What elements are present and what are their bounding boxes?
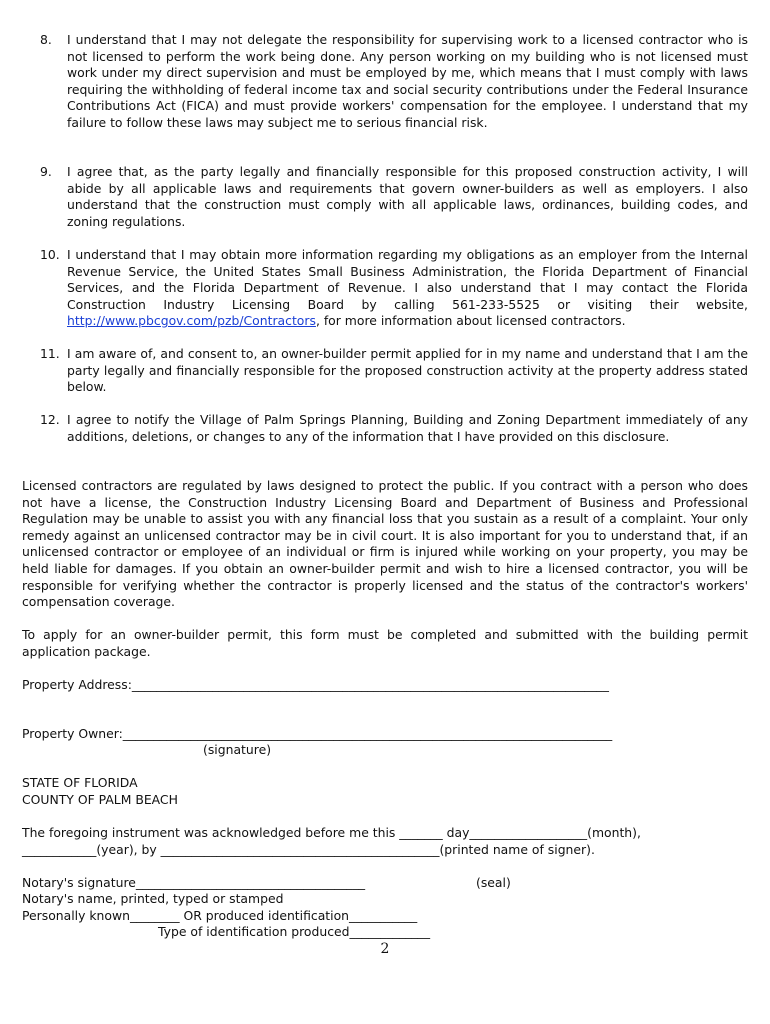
property-owner-field[interactable]: Property Owner:_______________________________________________________________________________ [22, 726, 613, 741]
item-text: I am aware of, and consent to, an owner-builder permit applied for in my name and understand that I am the party legally and financially responsible for the proposed construction activity at the property address stated below. [67, 346, 748, 395]
list-item-10 [22, 247, 748, 330]
item-text: I agree to notify the Village of Palm Springs Planning, Building and Zoning Department immediately of any additions, deletions, or changes to any of the information that I have provided on this disclosure. [67, 412, 748, 444]
list-item-12 [22, 412, 748, 445]
acknowledgement-line-2[interactable]: ____________(year), by _____________________________________________(printed name of signer). [22, 842, 595, 857]
item-number: 8. [40, 32, 52, 47]
county-label: COUNTY OF PALM BEACH [22, 792, 178, 807]
list-item-9 [22, 164, 748, 230]
page-number: 2 [380, 941, 390, 957]
item-text: I agree that, as the party legally and financially responsible for this proposed construction activity, I will abide by all applicable laws and requirements that govern owner-builders as well as employers. I also understand that the construction must comply with all applicable laws, ordinances, building codes, and zoning regulations. [67, 164, 748, 229]
signature-caption: (signature) [203, 742, 272, 757]
apply-instructions-paragraph: To apply for an owner-builder permit, this form must be completed and submitted with the building permit application package. [22, 627, 748, 659]
licensed-contractors-paragraph: Licensed contractors are regulated by laws designed to protect the public. If you contract with a person who does not have a license, the Construction Industry Licensing Board and Department of Business and Professional Regulation may be unable to assist you with any financial loss that you sustain as a result of a complaint. Your only remedy against an unlicensed contractor may be in civil court. It is also important for you to understand that, if an unlicensed contractor or employee of an individual or firm is injured while working on your property, you may be held liable for damages. If you obtain an owner-builder permit and wish to hire a licensed contractor, you will be responsible for verifying whether the contractor is properly licensed and the status of the contractor's workers' compensation coverage. [22, 478, 748, 610]
personally-known-field[interactable]: Personally known________ OR produced identification___________ [22, 908, 418, 923]
item-text-part: , for more information about licensed contractors. [315, 313, 626, 329]
item-number: 11. [40, 346, 60, 361]
notary-name-label: Notary's name, printed, typed or stamped [22, 891, 284, 906]
seal-label: (seal) [476, 875, 511, 890]
acknowledgement-line-1[interactable]: The foregoing instrument was acknowledged before me this _______ day___________________(month), [22, 825, 641, 840]
property-address-field[interactable]: Property Address:_____________________________________________________________________________ [22, 677, 609, 692]
item-text: I understand that I may not delegate the responsibility for supervising work to a licensed contractor who is not licensed to perform the work being done. Any person working on my building who is not licensed must work under my direct supervision and must be employed by me, which means that I must comply with laws requiring the withholding of federal income tax and social security contributions under the Federal Insurance Contributions Act (FICA) and must provide workers' compensation for the employee. I understand that my failure to follow these laws may subject me to serious financial risk. [67, 32, 748, 130]
notary-signature-field[interactable]: Notary's signature_____________________________________ [22, 875, 366, 890]
state-label: STATE OF FLORIDA [22, 775, 138, 790]
item-number: 9. [40, 164, 52, 179]
item-text [67, 247, 748, 330]
item-text-part: I understand that I may obtain more information regarding my obligations as an employer from the Internal Revenue Service, the United States Small Business Administration, the Florida Department of Financial Services, and the Florida Department of Revenue. I also understand that I may contact the Florida Construction Industry Licensing Board by calling 561-233-5525 or visiting their website, [67, 247, 748, 312]
list-item-11 [22, 346, 748, 396]
item-number: 12. [40, 412, 60, 427]
item-number: 10. [40, 247, 60, 262]
identification-type-field[interactable]: Type of identification produced_____________ [158, 924, 431, 939]
contractors-website-link[interactable]: http://www.pbcgov.com/pzb/Contractors [67, 313, 316, 329]
list-item-8 [22, 32, 748, 132]
